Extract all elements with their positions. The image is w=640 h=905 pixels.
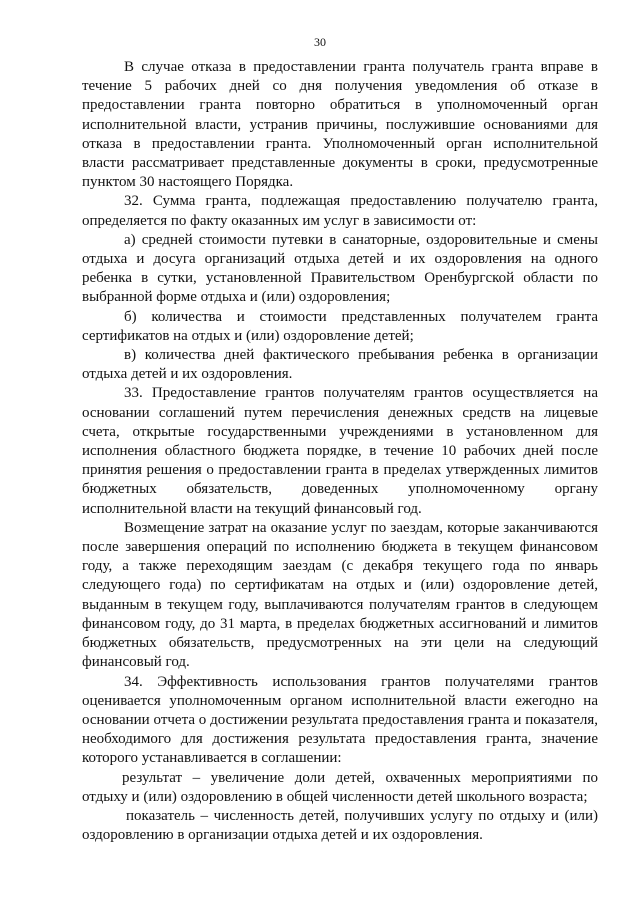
document-body (82, 58, 598, 845)
paragraph-33: 33. Предоставление грантов получателям грантов осуществляется на основании соглашений путем перечисления денежных средств на лицевые счета, открытые государственными учреждениями в установленном для исполнения областного бюджета порядке, в течение 10 рабочих дней после принятия решения о предоставлении гранта в пределах утвержденных лимитов бюджетных обязательств, доведенных уполномоченному органу исполнительной власти на текущий финансовый год. (82, 385, 598, 517)
paragraph-32-b: б) количества и стоимости представленных получателем гранта сертификатов на отдых и (или) оздоровление детей; (82, 308, 598, 344)
paragraph-32: 32. Сумма гранта, подлежащая предоставлению получателю гранта, определяется по факту оказанных им услуг в зависимости от: (82, 193, 598, 229)
paragraph-33-reimbursement: Возмещение затрат на оказание услуг по заездам, которые заканчиваются после завершения операций по исполнению бюджета в текущем финансовом году, а также переходящим заездам (с декабря текущего года по январь следующего года) по сертификатам на отдых и (или) оздоровление детей, выданным в текущем году, выплачиваются получателям грантов в следующем финансовом году, до 31 марта, в пределах бюджетных ассигнований и лимитов бюджетных обязательств, предусмотренных на эти цели на следующий финансовый год. (82, 519, 598, 671)
paragraph-34-result: результат – увеличение доли детей, охваченных мероприятиями по отдыху и (или) оздоровлению в общей численности детей школьного возраста; (82, 769, 598, 805)
page-number: 30 (314, 35, 326, 49)
paragraph-34: 34. Эффективность использования грантов получателями грантов оценивается уполномоченным органом исполнительной власти ежегодно на основании отчета о достижении результата предоставления гранта и показателя, необходимого для достижения результата предоставления гранта, значение которого устанавливается в соглашении: (82, 673, 598, 767)
paragraph-32-a: а) средней стоимости путевки в санаторные, оздоровительные и смены отдыха и досуга организаций отдыха детей и их оздоровления на одного ребенка в сутки, установленной Правительством Оренбургской области по выбранной форме отдыха и (или) оздоровления; (82, 231, 598, 306)
paragraph-32-c: в) количества дней фактического пребывания ребенка в организации отдыха детей и их оздоровления. (82, 347, 598, 383)
paragraph-34-indicator: показатель – численность детей, получивших услугу по отдыху и (или) оздоровлению в организации отдыха детей и их оздоровления. (82, 807, 598, 844)
paragraph-grant-refusal: В случае отказа в предоставлении гранта получатель гранта вправе в течение 5 рабочих дней со дня получения уведомления об отказе в предоставлении гранта повторно обратиться в уполномоченный орган исполнительной власти, устранив причины, послужившие основаниями для отказа в предоставлении гранта. Уполномоченный орган исполнительной власти рассматривает представленные документы в сроки, предусмотренные пунктом 30 настоящего Порядка. (82, 59, 598, 191)
